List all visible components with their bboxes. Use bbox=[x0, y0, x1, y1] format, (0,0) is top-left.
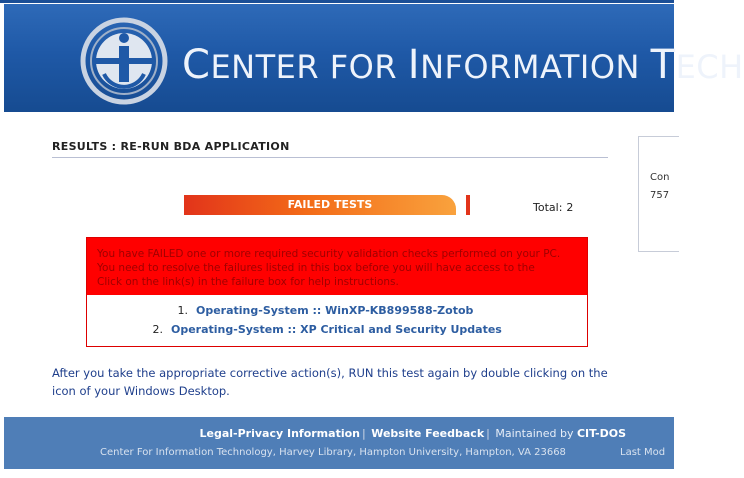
list-index: 1. bbox=[177, 304, 188, 317]
failed-tests-bar bbox=[184, 195, 456, 215]
page-title: RESULTS : RE-RUN BDA APPLICATION bbox=[52, 140, 290, 153]
total-label: Total: bbox=[533, 201, 563, 214]
footer-separator: | bbox=[361, 427, 366, 440]
failure-list bbox=[87, 301, 587, 339]
site-footer bbox=[4, 417, 674, 469]
failure-message-line: Click on the link(s) in the failure box for help instructions. bbox=[97, 276, 399, 288]
top-border bbox=[0, 0, 674, 3]
side-info-box bbox=[638, 136, 679, 252]
total-value: 2 bbox=[566, 201, 574, 214]
maintainer-link[interactable]: CIT-DOS bbox=[576, 427, 626, 440]
list-index: 2. bbox=[152, 323, 163, 336]
failure-link-xp-updates[interactable]: Operating-System :: XP Critical and Security Updates bbox=[171, 323, 502, 336]
failure-link-zotob[interactable]: Operating-System :: WinXP-KB899588-Zotob bbox=[196, 304, 474, 317]
list-item bbox=[87, 320, 587, 339]
side-info-line: Con bbox=[650, 172, 670, 183]
legal-privacy-link[interactable]: Legal-Privacy Information bbox=[199, 427, 360, 440]
failure-message-line: You have FAILED one or more required security validation checks performed on your PC. bbox=[97, 248, 561, 260]
site-banner bbox=[4, 4, 744, 112]
failed-tests-label: FAILED TESTS bbox=[287, 198, 373, 211]
heading-divider bbox=[52, 157, 608, 158]
cit-logo-icon bbox=[79, 16, 169, 106]
maintained-by-text: Maintained by bbox=[495, 427, 574, 440]
failure-box bbox=[86, 237, 588, 347]
banner-title: CENTER FOR INFORMATION TECH bbox=[182, 42, 744, 88]
last-modified-text: Last Mod bbox=[620, 447, 666, 458]
footer-links bbox=[200, 427, 626, 440]
footer-separator: | bbox=[486, 427, 490, 440]
list-item bbox=[87, 301, 587, 320]
instructions-text: After you take the appropriate corrective action(s), RUN this test again by double clicking on the icon of your Windows Desktop. bbox=[52, 366, 608, 398]
failure-message bbox=[87, 238, 587, 295]
total-count bbox=[533, 201, 573, 214]
side-info-line: 757 bbox=[650, 190, 670, 201]
failed-tests-marker bbox=[466, 195, 470, 215]
failure-message-line: You need to resolve the failures listed in this box before you will have access to the bbox=[97, 262, 535, 274]
website-feedback-link[interactable]: Website Feedback bbox=[371, 427, 485, 440]
footer-address: Center For Information Technology, Harvey Library, Hampton University, Hampton, VA 23668 bbox=[100, 447, 566, 458]
